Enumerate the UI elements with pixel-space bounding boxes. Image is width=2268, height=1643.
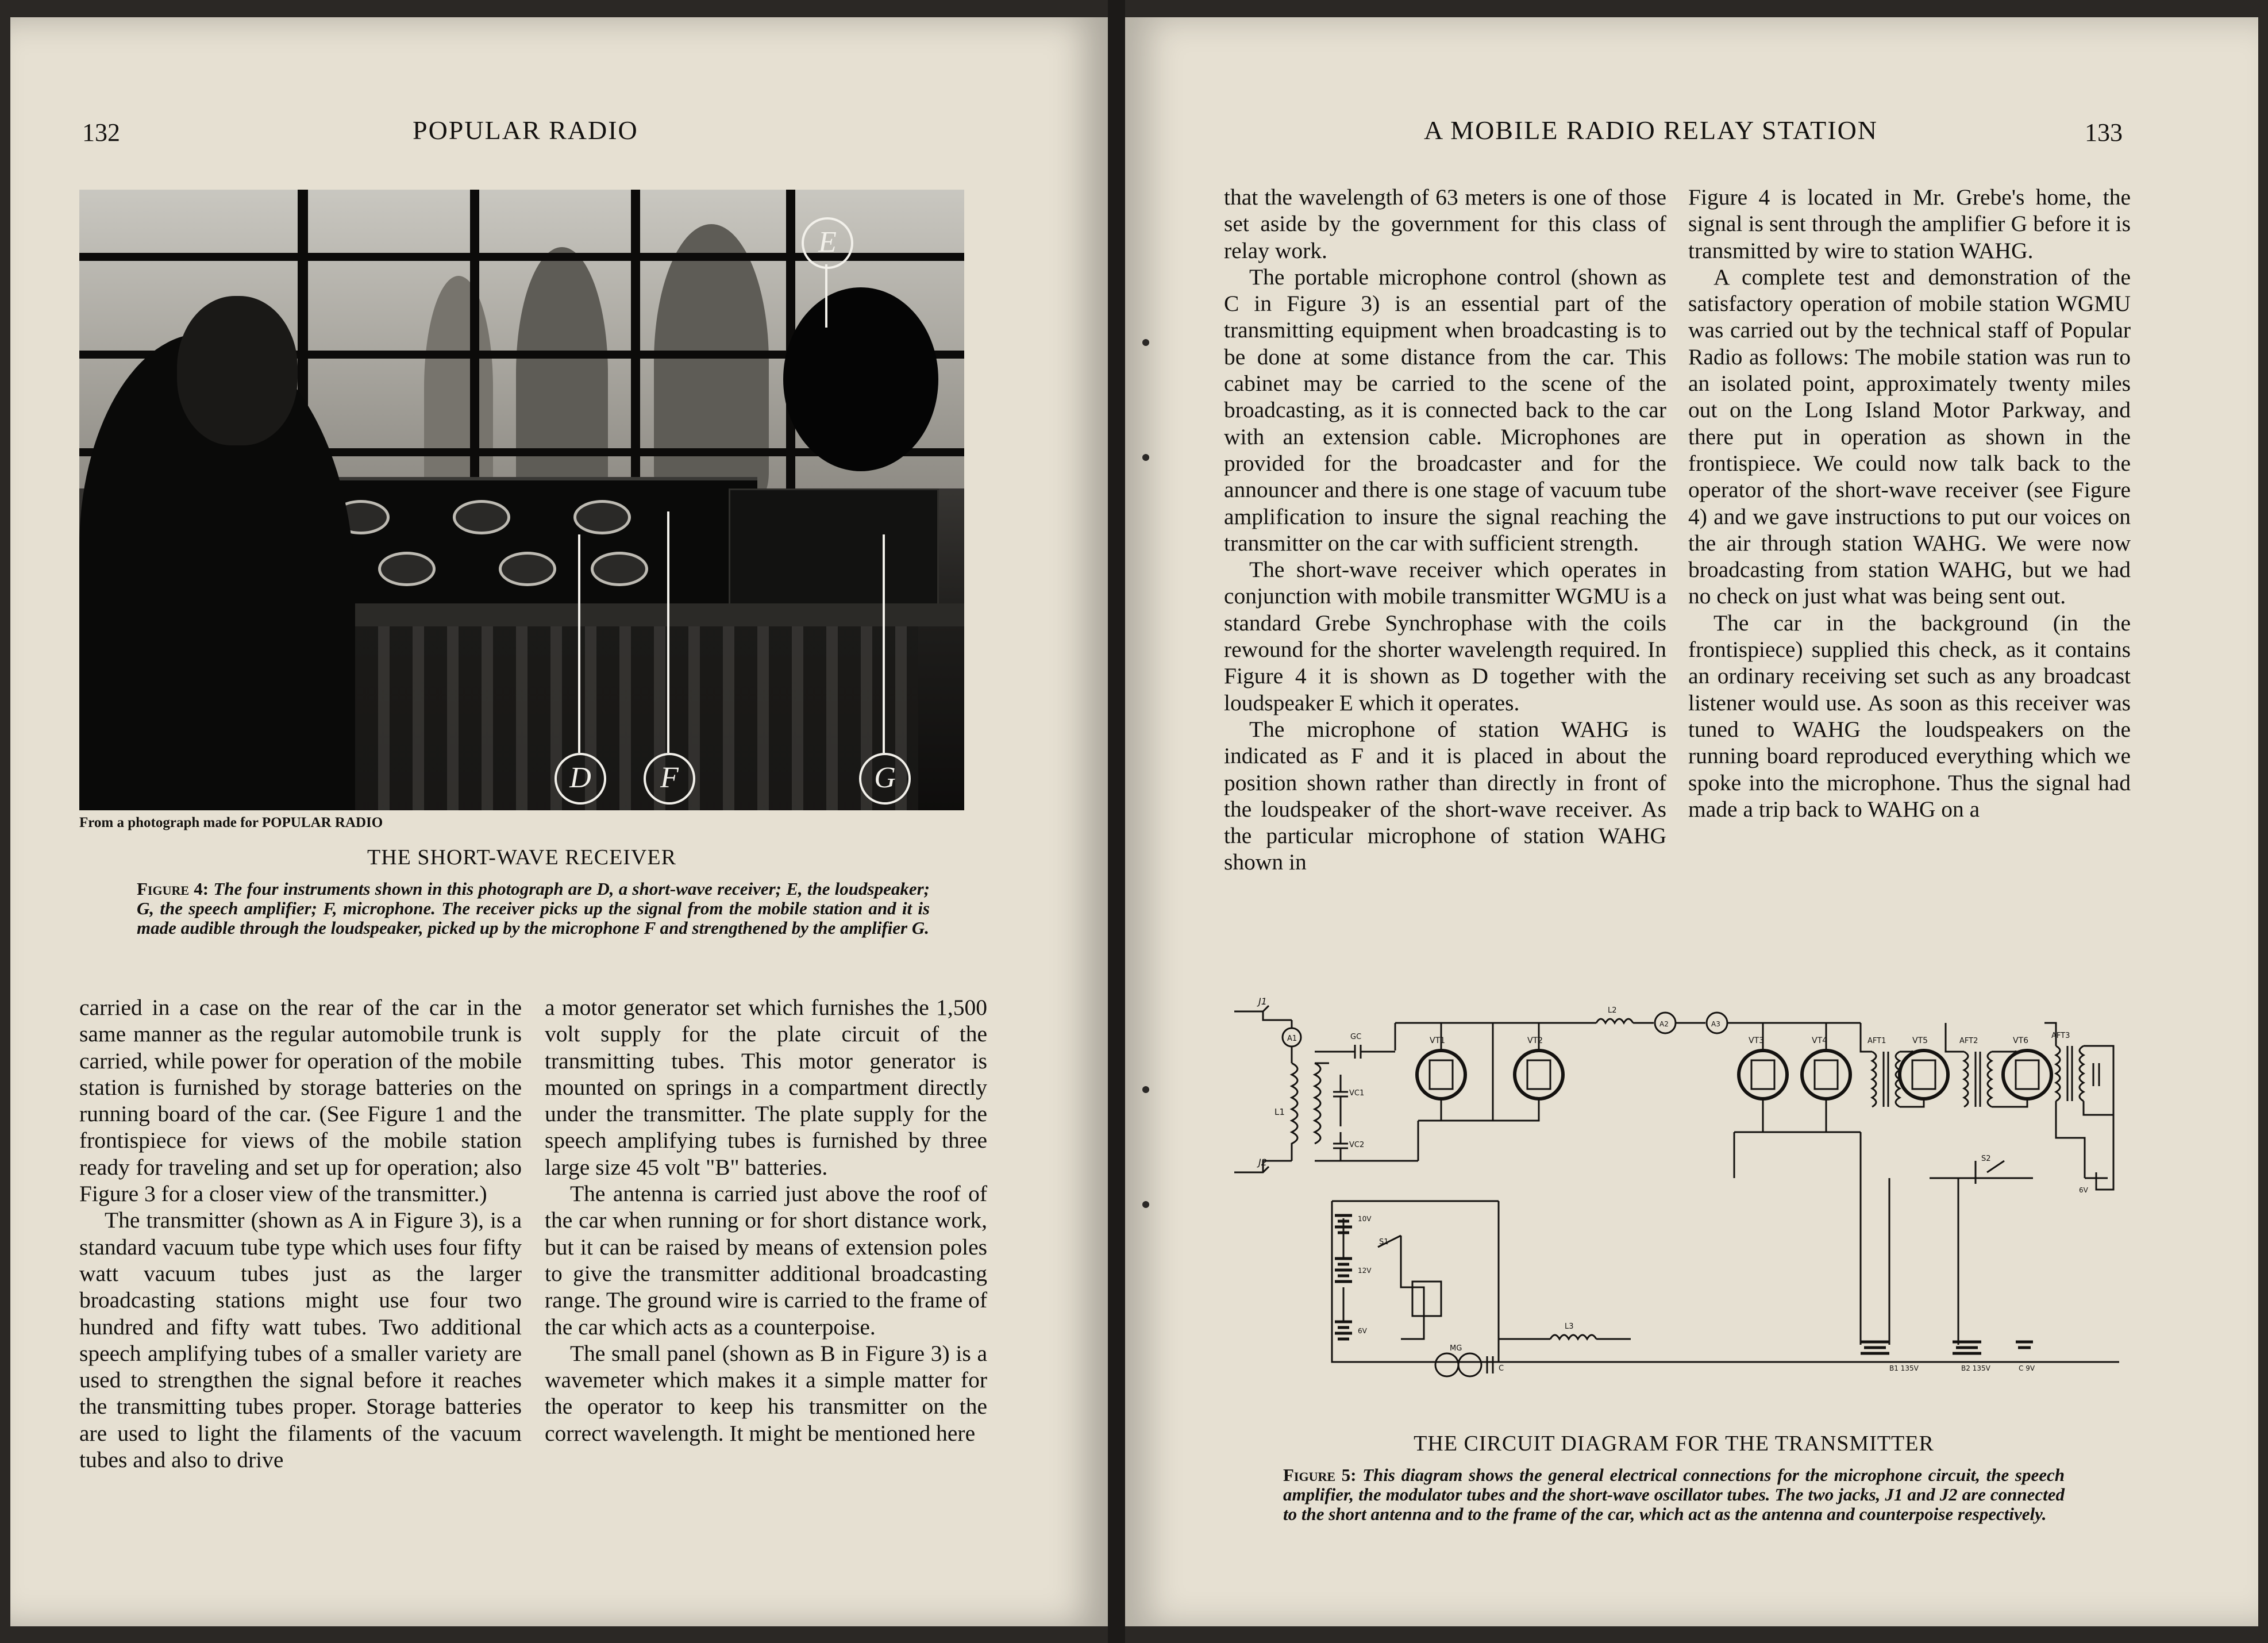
binding-hole: [1142, 1201, 1149, 1208]
choke-label-l3: L3: [1565, 1322, 1574, 1331]
meter-label: A1: [1287, 1034, 1297, 1043]
jack-label-j1: J1: [1258, 996, 1267, 1007]
switch-label: S1: [1379, 1238, 1389, 1246]
figure-title: THE SHORT-WAVE RECEIVER: [367, 845, 676, 869]
figure-label: Figure 5:: [1283, 1465, 1357, 1485]
binding-hole: [1142, 1086, 1149, 1093]
tube-label: VT5: [1912, 1036, 1928, 1045]
paragraph: that the wavelength of 63 meters is one of those set aside by the government for this class of relay work.: [1224, 184, 1666, 263]
tube-label: VT3: [1749, 1036, 1765, 1045]
paragraph: The portable microphone control (shown as C in Figure 3) is an essential part of the transmitting equipment when broadcasting is to be done at some distance from the car. This cabinet may be carried to the scene of the broadcasting, as it is connected back to the car with an extension cable. Microphones are provided for the broadcaster and for the announcer and there is one stage of vacuum tube amplification to insure the signal reaching the transmitter on the car with sufficient strength.: [1224, 264, 1666, 556]
binding-hole: [1142, 454, 1149, 461]
battery-label: B2 135V: [1961, 1364, 1990, 1372]
paragraph: The microphone of station WAHG is indicated as F and it is placed in about the position shown rather than directly in front of the loudspeaker of the short-wave receiver. As the particular microphone of station WAHG shown in: [1224, 716, 1666, 875]
circuit-diagram: [1229, 988, 2119, 1402]
battery-label: 10V: [1358, 1215, 1372, 1223]
photo-label-e: E: [802, 217, 853, 269]
choke-label-l2: L2: [1608, 1006, 1617, 1015]
transformer-label: AFT1: [1867, 1037, 1886, 1045]
cap-label-gc: GC: [1350, 1033, 1362, 1041]
figure-label: Figure 4:: [137, 879, 209, 899]
battery-label: 6V: [2079, 1186, 2088, 1194]
cap-label-vc2: VC2: [1349, 1141, 1365, 1149]
switch-label: S2: [1981, 1155, 1991, 1163]
meter-label: A2: [1659, 1020, 1669, 1028]
cap-label-vc1: VC1: [1349, 1089, 1365, 1098]
tube-label: VT6: [2013, 1036, 2029, 1045]
paragraph: The antenna is carried just above the roof of the car when running or for short distance work, but it can be raised by means of extension poles to give the transmitter additional broadcasting range. The ground wire is carried to the frame of the car which acts as a counterpoise.: [545, 1181, 987, 1340]
left-page: [10, 17, 1108, 1626]
transformer-label: AFT3: [2051, 1032, 2070, 1040]
figure-title: THE CIRCUIT DIAGRAM FOR THE TRANSMITTER: [1414, 1432, 1934, 1456]
text-column-1: [79, 994, 522, 1473]
running-head: A MOBILE RADIO RELAY STATION: [1424, 116, 1878, 145]
paragraph: carried in a case on the rear of the car in the same manner as the regular automobile trunk is carried, while power for operation of the mobile station is furnished by storage batteries on the running board of the car. (See Figure 1 and the frontispiece for views of the mobile station ready for traveling and set up for operation; also Figure 3 for a closer view of the transmitter.): [79, 995, 522, 1207]
photo-label-f: F: [644, 753, 695, 805]
tube-label: VT4: [1812, 1036, 1828, 1045]
running-head: POPULAR RADIO: [413, 116, 638, 145]
text-column-1: [1224, 184, 1666, 876]
motor-gen-label: MG: [1450, 1344, 1462, 1353]
book-gutter: [1108, 0, 1125, 1643]
photo-credit: From a photograph made for POPULAR RADIO: [79, 815, 383, 830]
figure-caption: [137, 879, 930, 938]
photo-short-wave-receiver: [79, 190, 964, 810]
text-column-2: [1688, 184, 2131, 822]
figure-caption: [1283, 1465, 2065, 1524]
photo-label-g: G: [859, 753, 911, 805]
page-number: 132: [82, 118, 120, 147]
tube-label: VT2: [1527, 1036, 1543, 1045]
figure-caption-text: This diagram shows the general electrical connections for the microphone circuit, the speech amplifier, the modulator tubes and the short-wave oscillator tubes. The two jacks, J1 and J2 are connected to the short antenna and to the frame of the car, which act as the antenna and counterpoise respectively.: [1283, 1465, 2065, 1524]
meter-label: A3: [1711, 1020, 1720, 1028]
paragraph: The short-wave receiver which operates in conjunction with mobile transmitter WGMU is a standard Grebe Synchrophase with the coils rewound for the shorter wavelength required. In Figure 4 it is shown as D together with the loudspeaker E which it operates.: [1224, 557, 1666, 715]
jack-label-j2: J2: [1258, 1157, 1267, 1168]
figure-caption-text: The four instruments shown in this photograph are D, a short-wave receiver; E, the loudspeaker; G, the speech amplifier; F, microphone. The receiver picks up the signal from the mobile station and it is made audible through the loudspeaker, picked up by the microphone F and strengthened by the amplifier G.: [137, 879, 930, 938]
battery-label: 12V: [1358, 1267, 1372, 1275]
text-column-2: [545, 994, 987, 1446]
paragraph: a motor generator set which furnishes the 1,500 volt supply for the plate circuit of the transmitting tubes. This motor generator is mounted on springs in a compartment directly under the transmitter. The plate supply for the speech amplifying tubes is furnished by three large size 45 volt "B" batteries.: [545, 995, 987, 1180]
cap-label-c: C: [1499, 1364, 1504, 1373]
battery-label: C 9V: [2019, 1364, 2035, 1372]
battery-label: 6V: [1358, 1327, 1367, 1335]
paragraph: The car in the background (in the frontispiece) supplied this check, as it contains an ordinary receiving set such as any broadcast listener would use. As soon as this receiver was tuned to WAHG the loudspeakers on the running board reproduced everything which we spoke into the microphone. Thus the signal had made a trip back to WAHG on a: [1688, 610, 2131, 822]
tube-label: VT1: [1430, 1036, 1446, 1045]
page-number: 133: [2085, 118, 2123, 147]
transformer-label: AFT2: [1959, 1037, 1978, 1045]
paragraph: The transmitter (shown as A in Figure 3), is a standard vacuum tube type which uses four fifty watt vacuum tubes just as the larger broadcasting stations might use four two hundred and fifty watt tubes. Two additional speech amplifying tubes of a smaller variety are used to strengthen the signal before it reaches the transmitting tubes proper. Storage batteries are used to light the filaments of the vacuum tubes and also to drive: [79, 1207, 522, 1473]
coil-label: L1: [1274, 1107, 1285, 1117]
paragraph: The small panel (shown as B in Figure 3) is a wavemeter which makes it a simple matter for the operator to keep his transmitter on the correct wavelength. It might be mentioned here: [545, 1340, 987, 1446]
battery-label: B1 135V: [1889, 1364, 1919, 1372]
photo-label-d: D: [555, 753, 606, 805]
paragraph: Figure 4 is located in Mr. Grebe's home, the signal is sent through the amplifier G before it is transmitted by wire to station WAHG.: [1688, 184, 2131, 263]
paragraph: A complete test and demonstration of the satisfactory operation of mobile station WGMU was carried out by the technical staff of Popular Radio as follows: The mobile station was run to an isolated point, approximately twenty miles out on the Long Island Motor Parkway, and there put in operation as shown in the frontispiece. We could now talk back to the operator of the short-wave receiver (see Figure 4) and we gave instructions to put our voices on the air through station WAHG. We were now broadcasting from station WAHG, but we had no check on just what was being sent out.: [1688, 264, 2131, 609]
binding-hole: [1142, 339, 1149, 346]
right-page: [1125, 17, 2258, 1626]
